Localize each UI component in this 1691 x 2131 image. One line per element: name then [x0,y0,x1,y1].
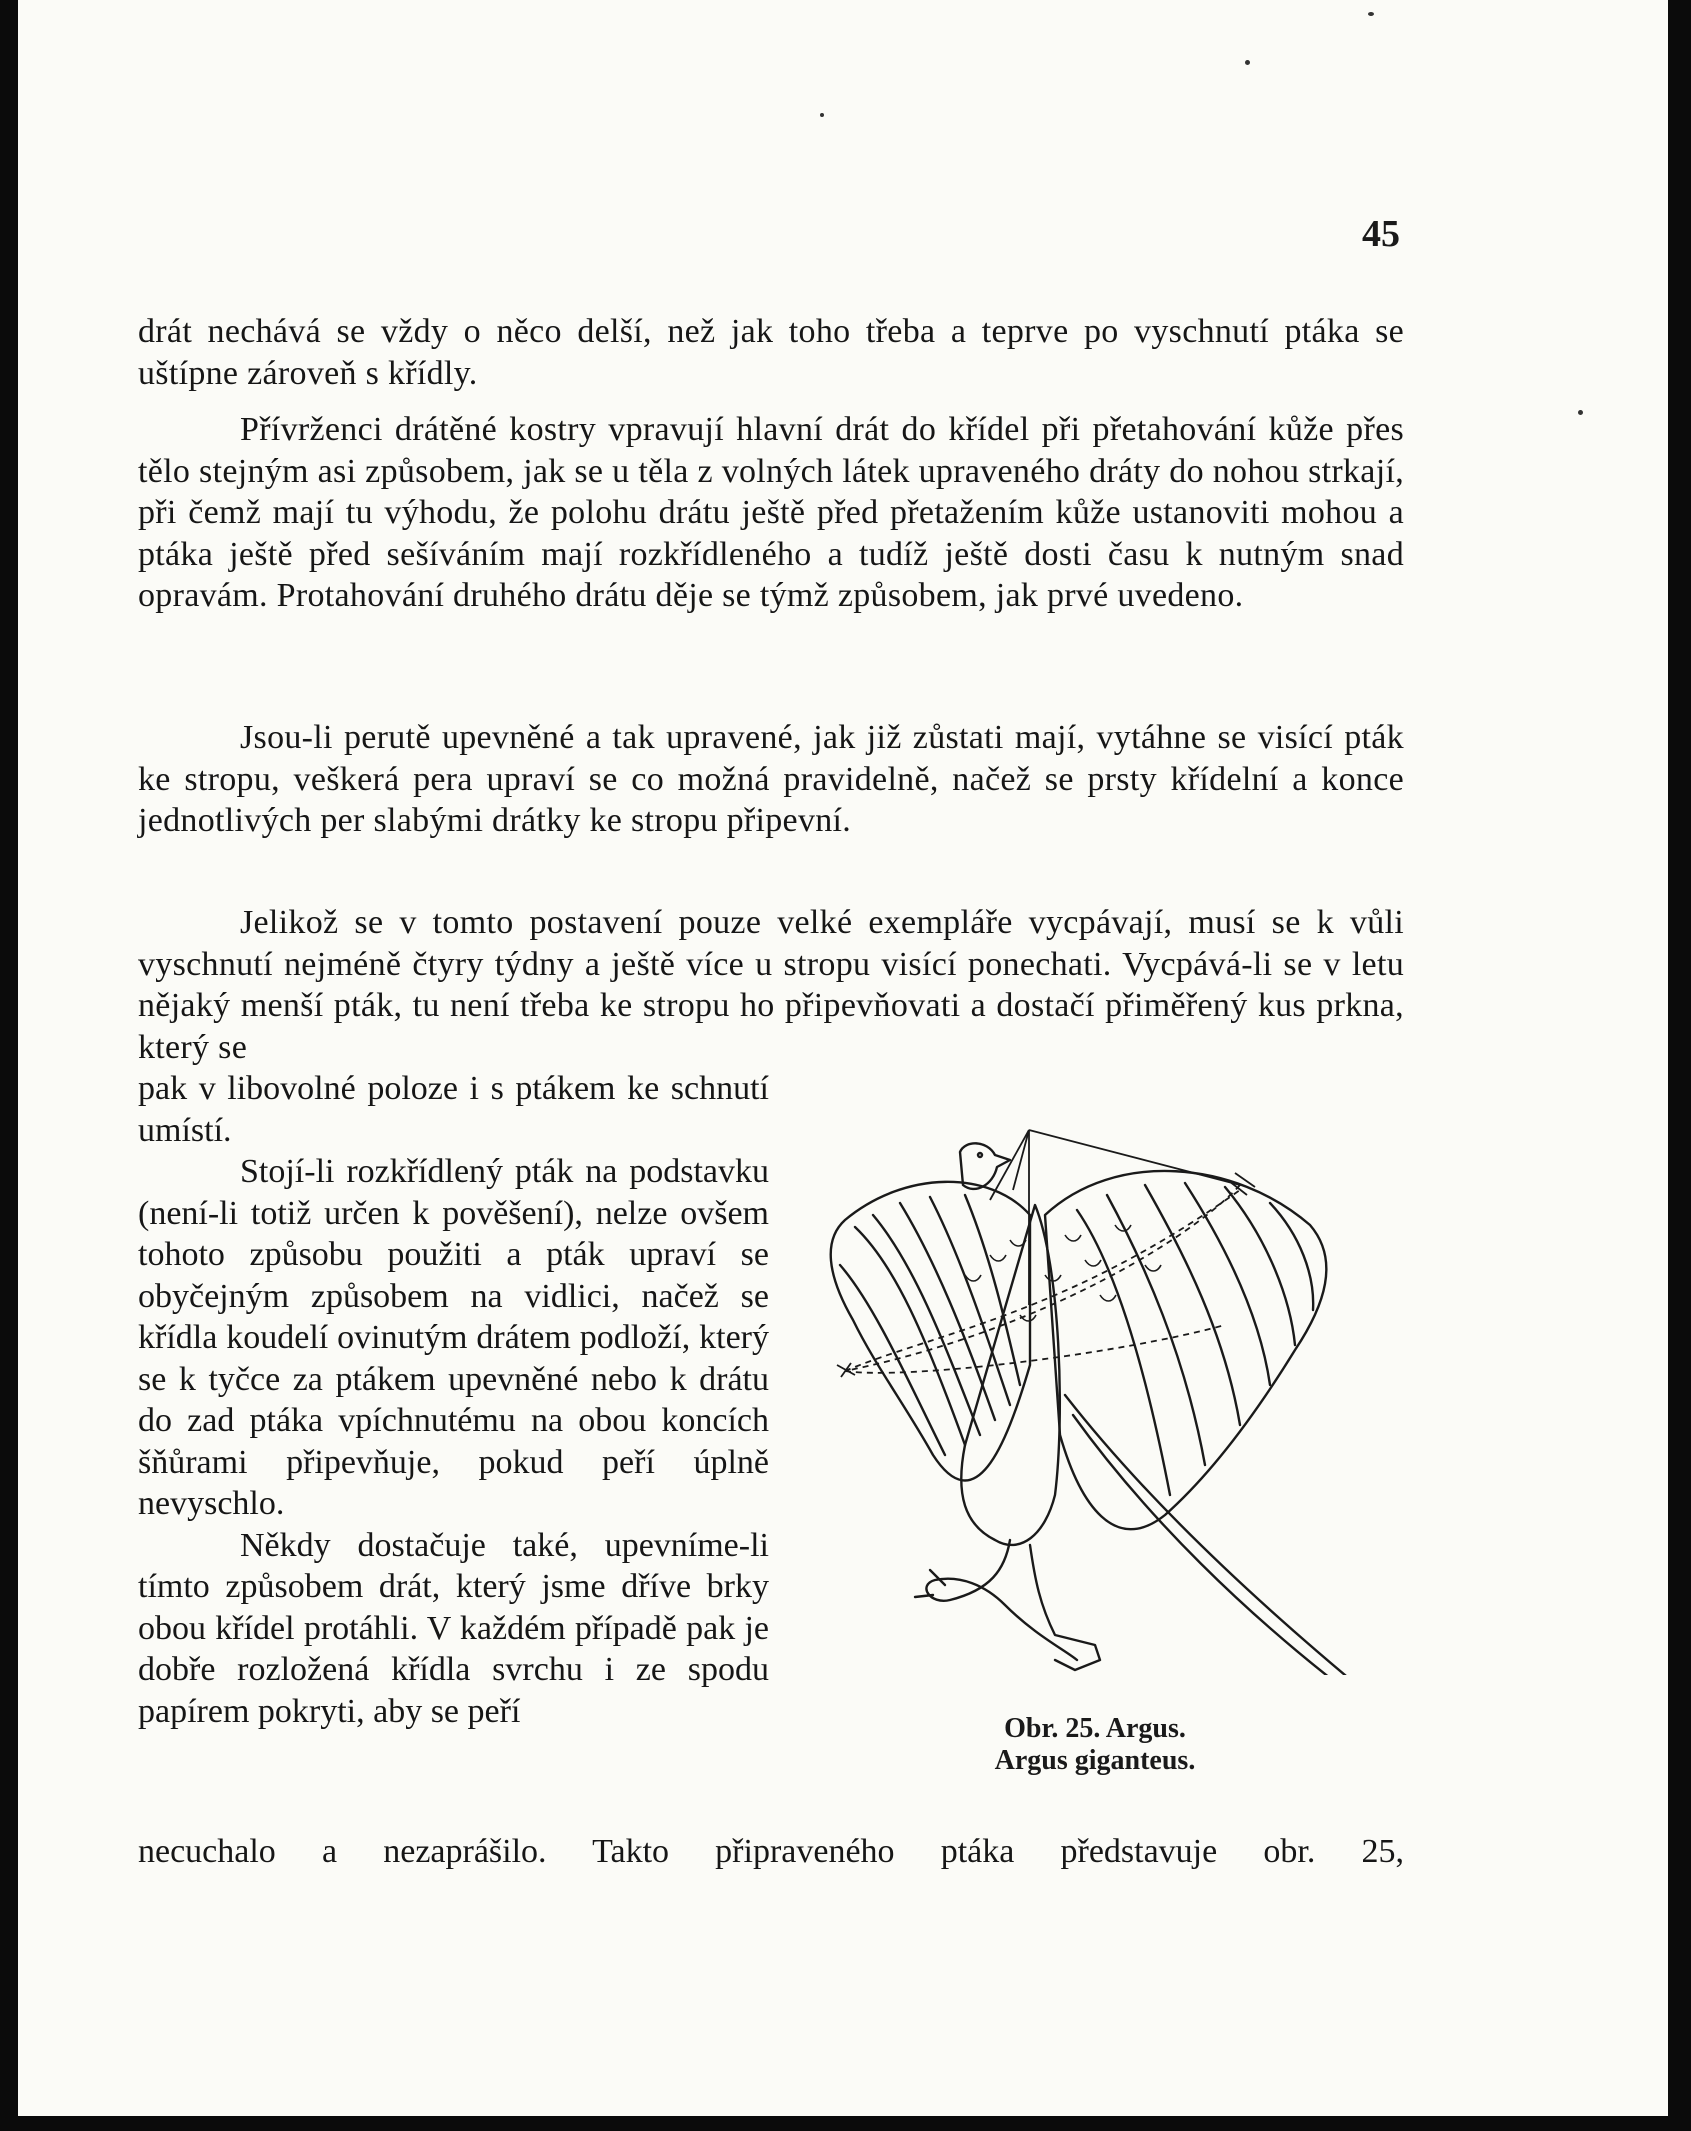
paragraph-2-text: Přívrženci drátěné kostry vpravují hlavní drát do křídel při přetahování kůže přes tělo stejným asi způsobem, jak se u těla z volných látek upraveného dráty do nohou strkají, při čemž mají tu výhodu, že polohu drátu ještě před přetažením kůže ustanoviti mohou a ptáka ještě před sešíváním mají rozkřídleného a tudíž ještě dosti času k nutným snad opravám. Protahování druhého drátu děje se týmž způsobem, jak prvé uvedeno. [138,411,1404,614]
scan-speck [820,113,824,117]
figure-caption-title: Obr. 25. Argus. [1004,1713,1186,1744]
paragraph-4-text: Jelikož se v tomto postavení pouze velké exempláře vycpávají, musí se k vůli vyschnutí nejméně čtyry týdny a ještě více u stropu visící ponechati. Vycpává-li se v letu nějaký menší pták, tu není třeba ke stropu ho připevňovati a dostačí přiměřený kus prkna, který se [138,904,1404,1066]
paragraph-4 [138,902,1404,1068]
scan-speck [1245,60,1250,65]
page-edge-right [1668,0,1691,2131]
paragraph-3 [138,717,1404,842]
paragraph-1 [138,311,1404,394]
page-edge-bottom [0,2116,1691,2131]
paragraph-1-text: drát nechává se vždy o něco delší, než jak toho třeba a teprve po vyschnutí ptáka se uštípne zároveň s křídly. [138,313,1404,392]
paragraph-5-text: Stojí-li rozkřídlený pták na podstavku (není-li totiž určen k pověšení), nelze ovšem tohoto způsobu použiti a pták upraví se obyčejným způsobem na vidlici, načež se křídla koudelí ovinutým drátem podloží, který se k tyčce za ptákem upevněné nebo k drátu do zad ptáka vpíchnutému na obou koncích šňůrami připevňuje, pokud peří úplně nevyschlo. [138,1153,769,1522]
scan-speck [1368,12,1374,16]
narrow-column [138,1068,769,1732]
scan-speck [1578,410,1583,415]
binding-edge [0,0,18,2131]
figure-caption-species: Argus giganteus. [994,1745,1196,1776]
argus-pheasant-illustration [815,1115,1405,1675]
paragraph-6-last-line: necuchalo a nezaprášilo. Takto připraveného ptáka představuje obr. 25, [138,1833,1404,1870]
paragraph-6-text: Někdy dostačuje také, upevníme-li tímto způsobem drát, který jsme dříve brky obou křídel protáhli. V každém případě pak je dobře rozložená křídla svrchu i ze spodu papírem pokryti, aby se peří [138,1526,769,1730]
paragraph-3-text: Jsou-li perutě upevněné a tak upravené, jak již zůstati mají, vytáhne se visící pták ke stropu, veškerá pera upraví se co možná pravidelně, načež se prsty křídelní a konce jednotlivých per slabými drátky ke stropu připevní. [138,719,1404,839]
paragraph-4-continuation: pak v libovolné poloze i s ptákem ke schnutí umístí. [138,1070,769,1149]
paragraph-2 [138,409,1404,617]
page-number: 45 [1362,213,1400,255]
